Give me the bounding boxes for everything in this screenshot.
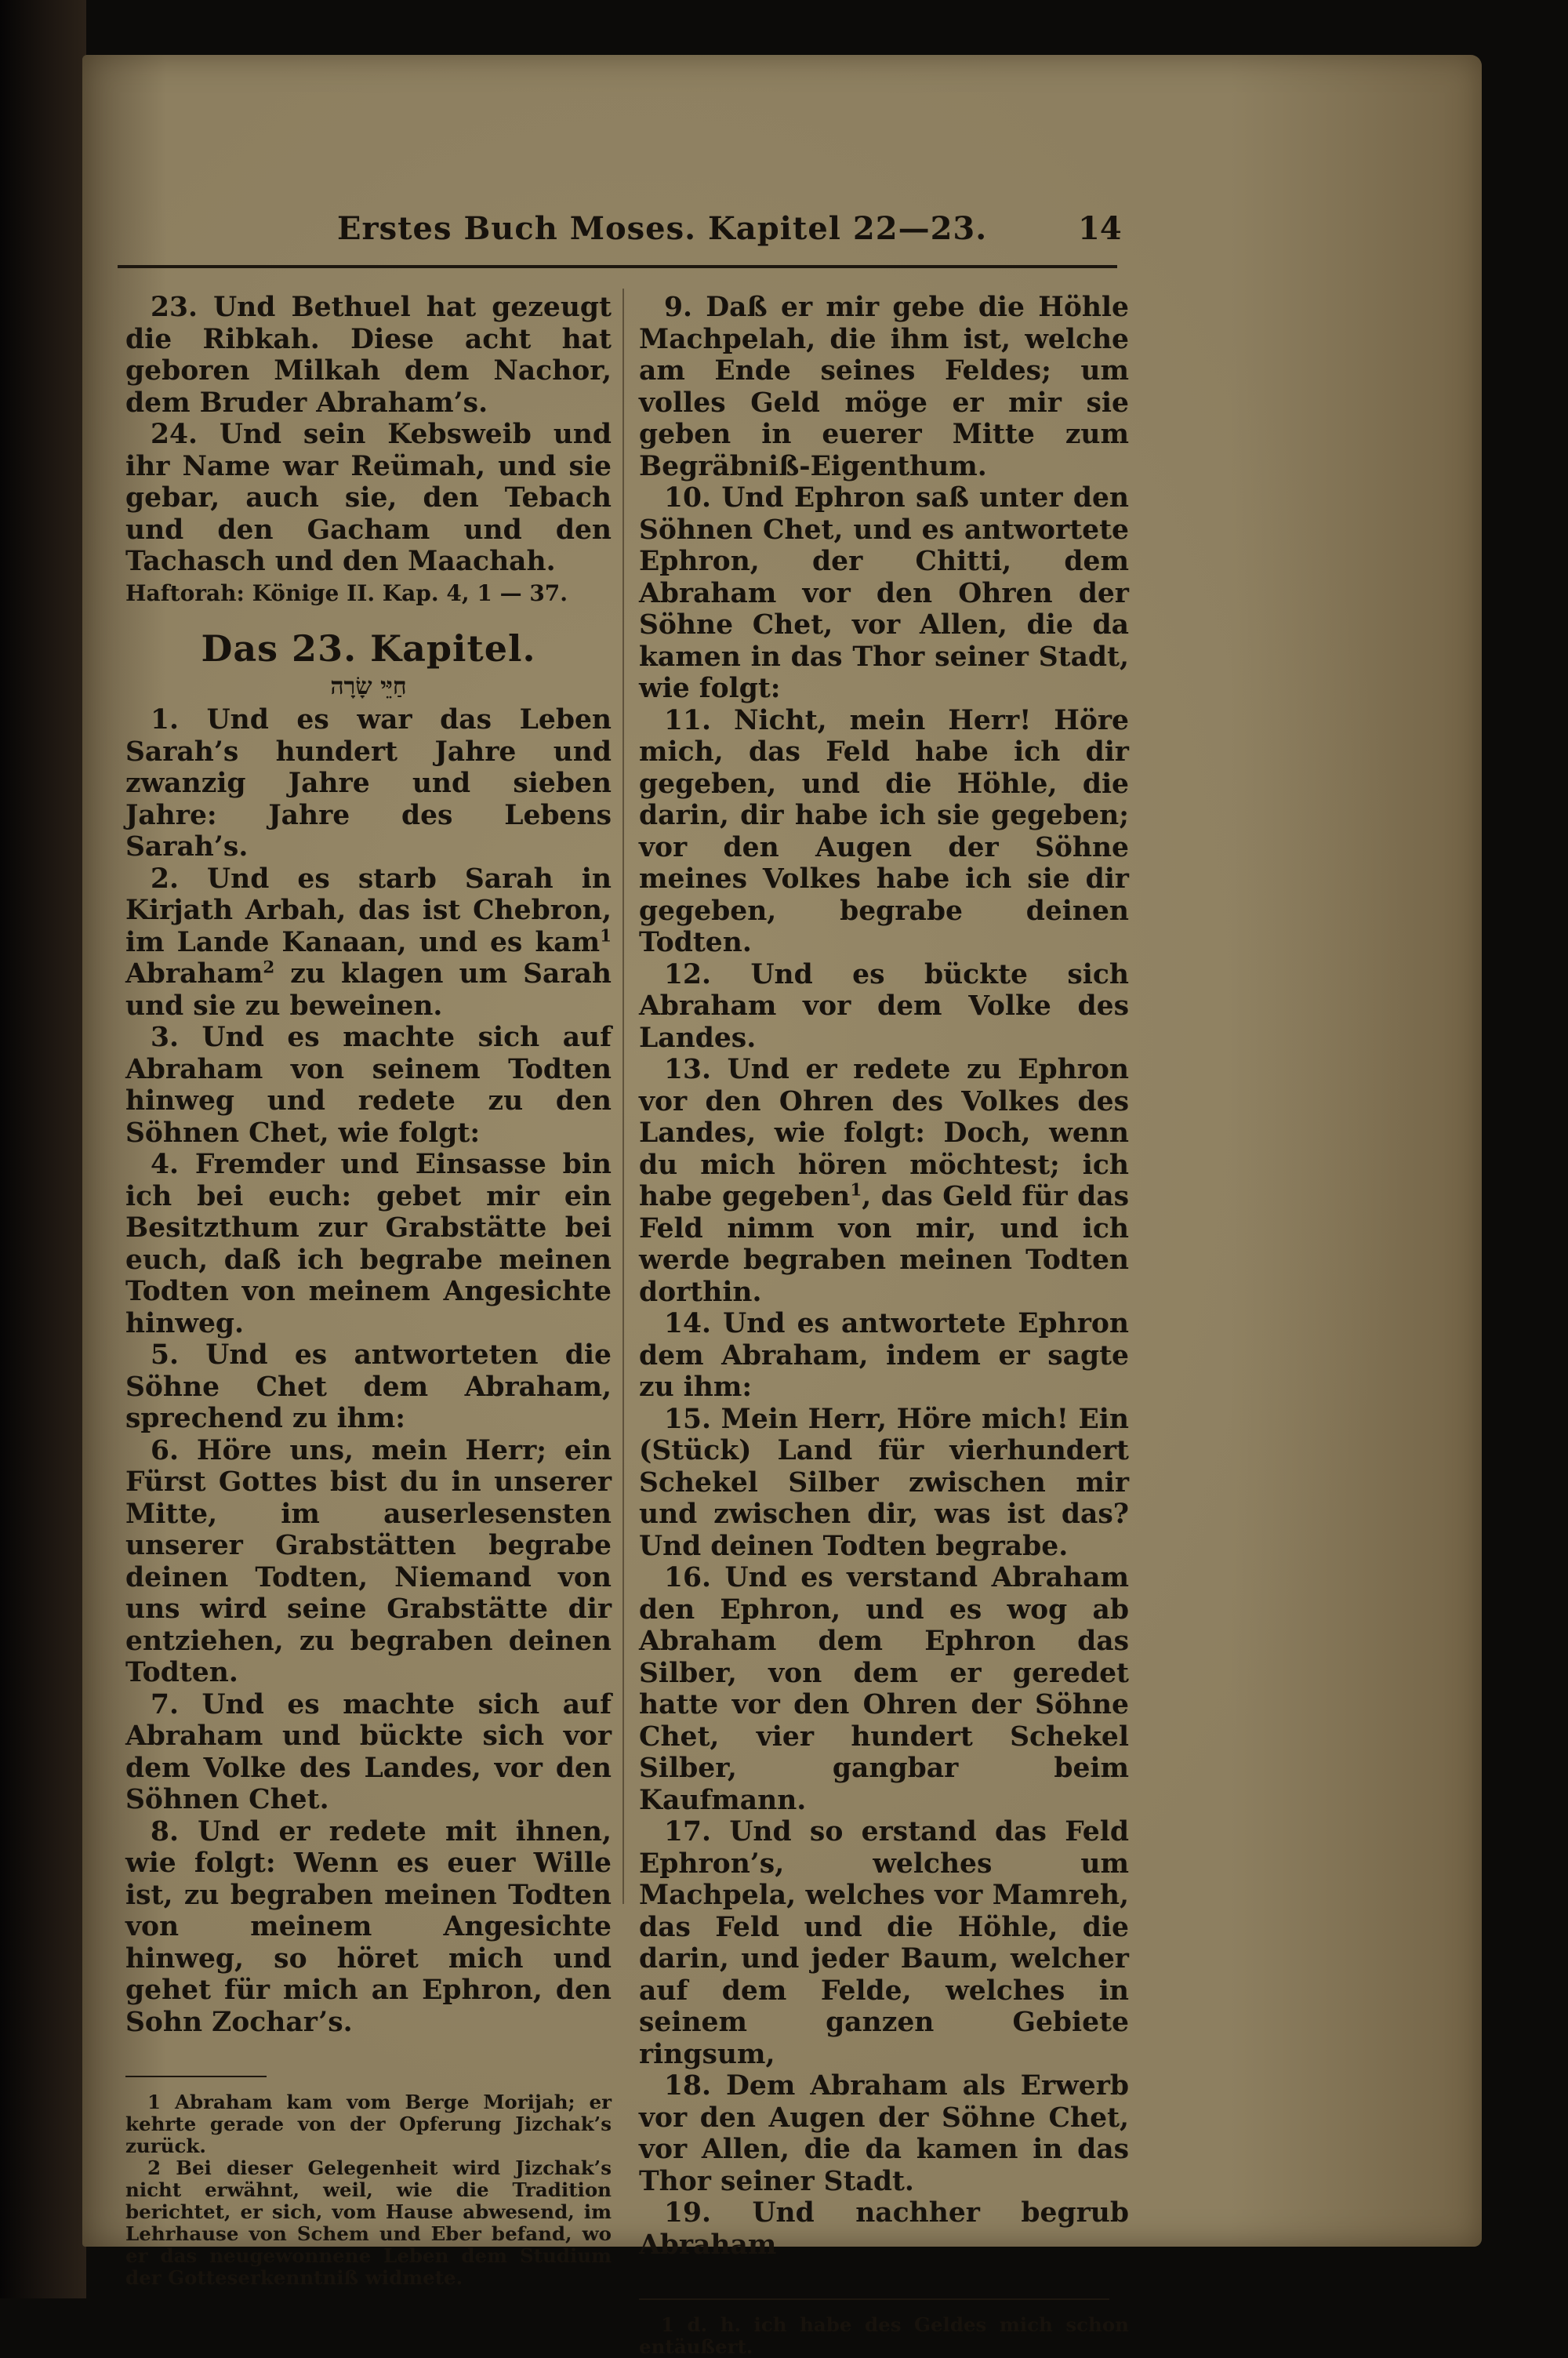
verse: 17. Und so erstand das Feld Ephron’s, welches um Machpela, welches vor Mamreh, das Feld und die Höhle, die darin, und jeder Baum, welcher auf dem Felde, welches in seinem ganzen Gebiete ringsum, [639,1816,1129,2070]
footnote-rule [125,2076,267,2077]
hebrew-portion-title: חַיֵּי שָׂרָה [330,672,407,700]
header-rule [118,265,1117,268]
verse-text: Abraham [125,958,263,990]
footnote-marker: 1 [600,926,612,946]
running-title: Erstes Buch Moses. Kapitel 22—23. [337,210,988,247]
verse: 23. Und Bethuel hat gezeugt die Ribkah. Diese acht hat geboren Milkah dem Nachor, dem Bruder Abraham’s. [125,292,612,419]
verse: 16. Und es verstand Abraham den Ephron, und es wog ab Abraham dem Ephron das Silber, von dem er geredet hatte vor den Ohren der Söhne Chet, vier hundert Schekel Silber, gangbar beim Kaufmann. [639,1562,1129,1816]
verse [125,863,612,1023]
verse: 1. Und es war das Leben Sarah’s hundert Jahre und zwanzig Jahre und sieben Jahre: Jahre des Lebens Sarah’s. [125,704,612,863]
verse: 9. Daß er mir gebe die Höhle Machpelah, die ihm ist, welche am Ende seines Feldes; um volles Geld möge er mir sie geben in euerer Mitte zum Begräbniß-Eigenthum. [639,292,1129,482]
verse: 19. Und nachher begrub Abraham [639,2197,1129,2261]
column-divider [622,289,624,1904]
footnote: 2 Bei dieser Gelegenheit wird Jizchak’s nicht erwähnt, weil, wie die Tradition berichtet, er sich, vom Hause abwesend, im Lehrhause von Schem und Eber befand, wo er das neugewonnene Leben dem Studium der Gotteserkenntniß widmete. [125,2156,612,2289]
footnote-marker: 1 [850,1180,862,1201]
verse: 18. Dem Abraham als Erwerb vor den Augen der Söhne Chet, vor Allen, die da kamen in das Thor seiner Stadt. [639,2070,1129,2197]
verse [639,1054,1129,1308]
verse: 8. Und er redete mit ihnen, wie folgt: Wenn es euer Wille ist, zu begraben meinen Todten von meinem Angesichte hinweg, so höret mich und gehet für mich an Ephron, den Sohn Zochar’s. [125,1815,612,2038]
haftorah-note: Haftorah: Könige II. Kap. 4, 1 — 37. [125,580,568,606]
verse: 24. Und sein Kebsweib und ihr Name war Reümah, und sie gebar, auch sie, den Tebach und den Gacham und den Tachasch und den Maachah. [125,419,612,577]
verse: 4. Fremder und Einsasse bin ich bei euch: gebet mir ein Besitzthum zur Grabstätte bei euch, daß ich begrabe meinen Todten von meinem Angesichte hinweg. [125,1149,612,1339]
verse-text: 13. Und er redete zu Ephron vor den Ohren des Volkes des Landes, wie folgt: Doch, wenn du mich hören möchtest; ich habe gegeben [639,1054,1129,1212]
page-header [337,210,1121,257]
left-column [125,292,612,2289]
right-column [639,292,1129,2358]
footnote-marker: 2 [263,957,275,978]
verse: 6. Höre uns, mein Herr; ein Fürst Gottes bist du in unserer Mitte, im auserlesensten unserer Grabstätten begrabe deinen Todten, Niemand von uns wird seine Grabstätte dir entziehen, zu begraben deinen Todten. [125,1434,612,1688]
verse: 15. Mein Herr, Höre mich! Ein (Stück) Land für vierhundert Schekel Silber zwischen mir und zwischen dir, was ist das? Und deinen Todten begrabe. [639,1403,1129,1562]
footnote: 1 d. h. ich habe des Geldes mich schon entäußert. [639,2313,1129,2358]
verse: 11. Nicht, mein Herr! Höre mich, das Feld habe ich dir gegeben, und die Höhle, die darin, dir habe ich sie gegeben; vor den Augen der Söhne meines Volkes habe ich sie dir gegeben, begrabe deinen Todten. [639,704,1129,958]
verse: 12. Und es bückte sich Abraham vor dem Volke des Landes. [639,958,1129,1054]
verse: 5. Und es antworteten die Söhne Chet dem Abraham, sprechend zu ihm: [125,1339,612,1434]
verse-text: , das Geld für das Feld nimm von mir, und ich werde begraben meinen Todten dorthin. [639,1181,1129,1308]
book-binding-edge [0,0,86,2298]
verse-text: zu klagen um Sarah und sie zu beweinen. [125,958,612,1022]
chapter-heading: Das 23. Kapitel. [201,627,536,670]
verse: 7. Und es machte sich auf Abraham und bückte sich vor dem Volke des Landes, vor den Söhnen Chet. [125,1688,612,1815]
verse: 14. Und es antwortete Ephron dem Abraham, indem er sagte zu ihm: [639,1308,1129,1403]
footnote: 1 Abraham kam vom Berge Morijah; er kehrte gerade von der Opferung Jizchak’s zurück. [125,2091,612,2157]
verse: 10. Und Ephron saß unter den Söhnen Chet, und es antwortete Ephron, der Chitti, dem Abraham vor den Ohren der Söhne Chet, vor Allen, die da kamen in das Thor seiner Stadt, wie folgt: [639,482,1129,704]
page-number: 14 [1078,210,1122,247]
verse-text: 2. Und es starb Sarah in Kirjath Arbah, das ist Chebron, im Lande Kanaan, und es kam [125,863,612,958]
verse: 3. Und es machte sich auf Abraham von seinem Todten hinweg und redete zu den Söhnen Chet, wie folgt: [125,1022,612,1149]
footnote-rule [639,2298,1109,2300]
